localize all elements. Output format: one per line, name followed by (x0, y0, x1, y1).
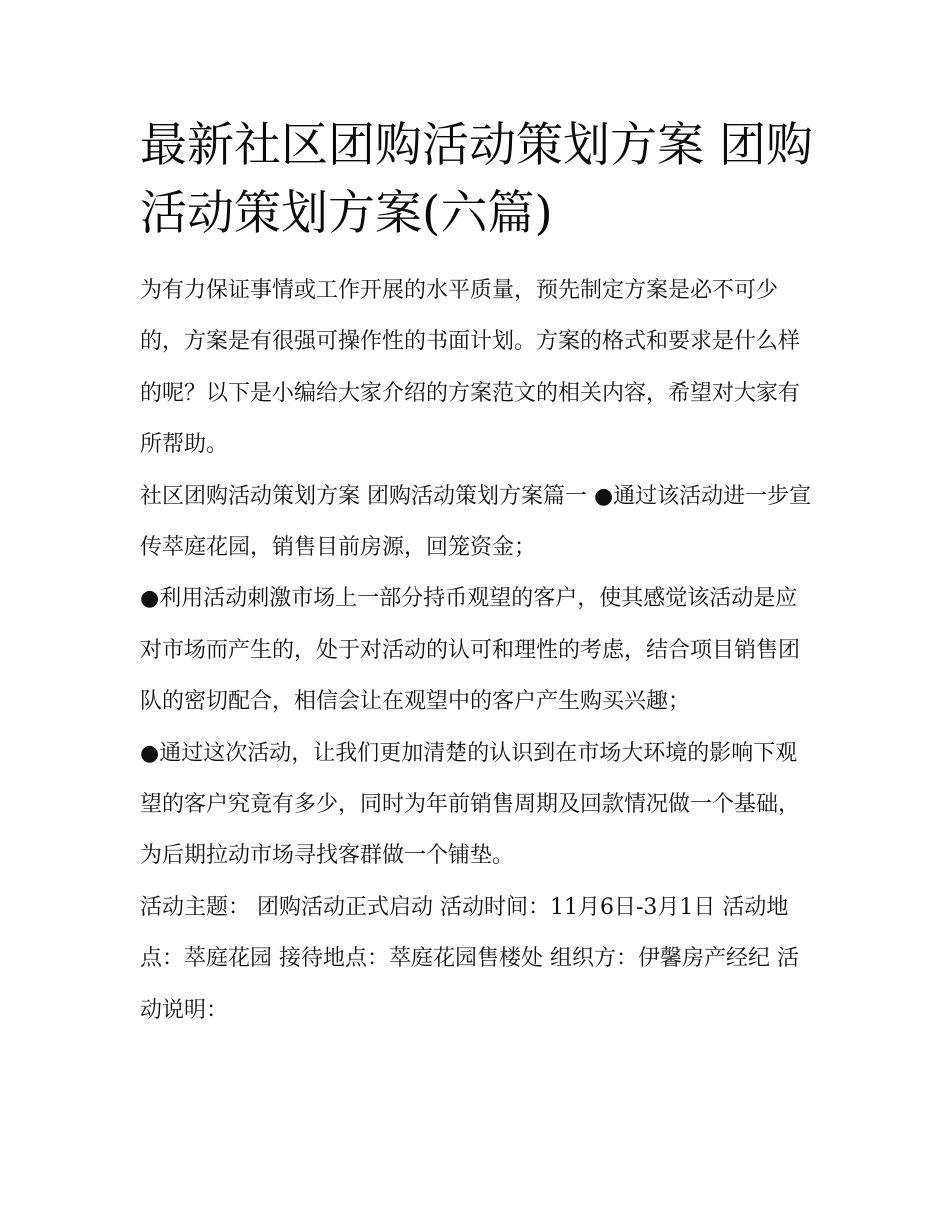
bullet-paragraph-market: ●利用活动刺激市场上一部分持币观望的客户，使其感觉该活动是应对市场而产生的，处于对活动的认可和理性的考虑，结合项目销售团队的密切配合，相信会让在观望中的客户产生购买兴趣； (140, 586, 801, 715)
document-title: 最新社区团购活动策划方案 团购活动策划方案(六篇) (140, 118, 813, 241)
bullet-paragraph-insight: ●通过这次活动，让我们更加清楚的认识到在市场大环境的影响下观望的客户究竟有多少，同时为年前销售周期及回款情况做一个基础，为后期拉动市场寻找客群做一个铺垫。 (140, 740, 801, 869)
intro-paragraph: 为有力保证事情或工作开展的水平质量，预先制定方案是必不可少的，方案是有很强可操作性的书面计划。方案的格式和要求是什么样的呢？以下是小编给大家介绍的方案范文的相关内容，希望对大家有所帮助。 (140, 278, 801, 458)
activity-details-paragraph: 活动主题： 团购活动正式启动 活动时间：11月6日-3月1日 活动地点：萃庭花园 接待地点：萃庭花园售楼处 组织方：伊馨房产经纪 活动说明： (140, 894, 799, 1023)
document-body (140, 112, 815, 1036)
section-one-paragraph: 社区团购活动策划方案 团购活动策划方案篇一 ●通过该活动进一步宣传萃庭花园，销售目前房源，回笼资金； (140, 483, 812, 561)
